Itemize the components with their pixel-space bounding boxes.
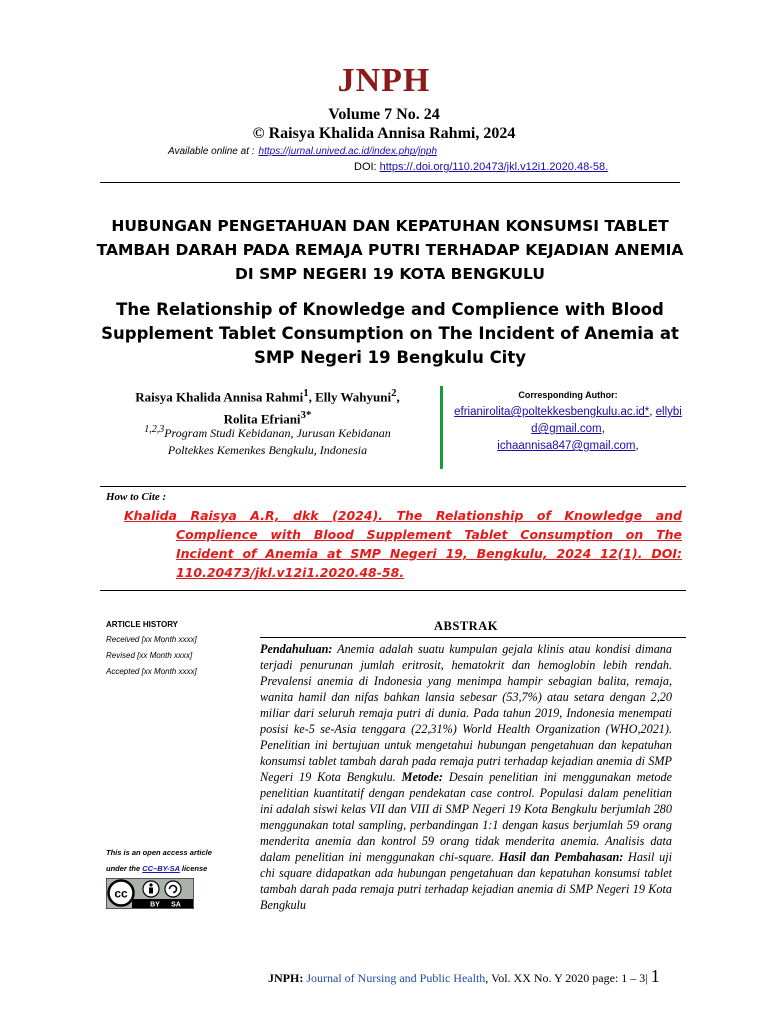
corresponding-emails: efrianirolita@poltekkesbengkulu.ac.id*, ellybid@gmail.com, ichaannisa847@gmail.com, [454,406,682,452]
copyright-line: © Raisya Khalida Annisa Rahmi, 2024 [252,125,516,142]
footer-prefix: JNPH: [268,971,304,985]
footer-details: , Vol. XX No. Y 2020 page: 1 – 3| [485,971,648,985]
author-list: Raisya Khalida Annisa Rahmi$^1$, Elly Wahyuni$^2$, Rolita Efriani$^{3*}$ [135,387,400,427]
abstract-results-text: Hasil uji chi square didapatkan ada hubungan pengetahuan dan kepatuhan konsumsi tablet tambah darah pada remaja putri terhadap kejadian anemia di SMP Negeri 19 Kota Bengkulu [260,850,672,912]
page-footer [268,966,660,987]
citation-text[interactable]: Khalida Raisya A.R, dkk (2024). The Relationship of Knowledge and Complience with Blood Supplement Tablet Consumption on The Incident of Anemia at SMP Negeri 19, Bengkulu, 2024 12(1). DOI: 110.20473/jkl.v12i1.2020.48-58. [124,508,682,580]
author-divider [440,386,443,469]
footer-journal-name: Journal of Nursing and Public Health [306,971,486,985]
by-icon-text: BY [150,901,160,909]
volume-line: Volume 7 No. 24 [328,106,440,123]
header-divider [100,182,680,183]
author-1-sup: 1 [303,387,309,399]
email-link-1[interactable]: efrianirolita@poltekkesbengkulu.ac.id* [454,406,650,418]
abstract-heading: ABSTRAK [434,619,498,633]
affiliation-line-1: Program Studi Kebidanan, Jurusan Kebidanan [164,426,391,440]
history-accepted: Accepted [xx Month xxxx] [106,667,197,676]
open-access-line-1: This is an open access article [106,848,212,857]
page-number: 1 [650,966,660,986]
citation-top-divider [100,486,686,487]
cc-icon-text: cc [114,886,128,901]
history-received: Received [xx Month xxxx] [106,635,197,644]
abstract-body [260,641,672,923]
history-revised: Revised [xx Month xxxx] [106,651,193,660]
journal-url-link[interactable]: https://jurnal.unived.ac.id/index.php/jnph [258,146,437,157]
available-label: Available online at : [168,146,255,157]
citation-bottom-divider [100,590,686,591]
affiliation-line-2: Poltekkes Kemenkes Bengkulu, Indonesia [167,443,368,457]
affiliation [100,421,435,459]
available-online [168,146,437,157]
author-3-sup: 3* [300,409,312,422]
email-link-3[interactable]: ichaannisa847@gmail.com [497,440,636,452]
affiliation-sup: 1,2,3 [144,424,165,435]
license-link[interactable]: CC–BY-SA [142,864,180,873]
abstract-intro-heading: Pendahuluan: [260,642,333,656]
author-2-sup: 2 [391,387,397,399]
doi-link[interactable]: https://.doi.org/110.20473/jkl.v12i1.2020.48-58. [379,161,609,173]
doi-line [354,161,608,173]
author-3: Rolita Efriani [223,411,301,427]
abstract-method-text: Desain penelitian ini menggunakan metode penelitian kuantitatif dengan pendekatan case control. Populasi dalam penelitian ini adalah siswi kelas VII dan VIII di SMP Negeri 19 Kota Bengkulu berjumlah 280 menggunakan total sampling, perbandingan 1:1 dengan kasus berjumlah 59 orang menderita anemia dan kontrol 59 orang tidak menderita anemia. Analisis data dalam penelitian ini menggunakan chi-square. [260,770,672,864]
author-2: Elly Wahyuni [315,389,392,405]
doi-label: DOI: [354,161,377,173]
cc-by-sa-badge-icon[interactable] [106,878,194,909]
abstract-intro-text: Anemia adalah suatu kumpulan gejala klinis atau kondisi dimana terjadi penurunan jumlah eritrosit, hematokrit dan hemoglobin lebih rendah. Prevalensi anemia di Indonesia yang menimpa hampir sebagian balita, remaja, wanita hamil dan nifas bahkan lansia sebesar (53,7%) atau setara dengan 2,20 miliar dari seluruh remaja putri di dunia. Pada tahun 2019, Indonesia menempati posisi ke-5 se-Asia tenggara (22,31%) World Health Organization (WHO,2021). Penelitian ini bertujuan untuk mengetahui hubungan pengetahuan dan kepatuhan konsumsi tablet tambah darah pada remaja putri terhadap kejadian anemia di SMP Negeri 19 Kota Bengkulu. [260,642,672,784]
journal-title: JNPH [337,62,431,99]
article-history-title: ARTICLE HISTORY [106,620,179,629]
abstract-divider [260,637,686,638]
how-to-cite-label: How to Cite : [106,491,167,503]
abstract-results-heading: Hasil dan Pembahasan: [498,850,624,864]
title-indonesian: HUBUNGAN PENGETAHUAN DAN KEPATUHAN KONSUMSI TABLET TAMBAH DARAH PADA REMAJA PUTRI TERHADAP KEJADIAN ANEMIA DI SMP NEGERI 19 KOTA BENGKULU [96,217,684,283]
corresponding-author-label: Corresponding Author: [518,390,618,400]
open-access-line-2 [106,864,207,873]
author-1: Raisya Khalida Annisa Rahmi [135,389,304,405]
title-english: The Relationship of Knowledge and Complience with Blood Supplement Tablet Consumption on The Incident of Anemia at SMP Negeri 19 Bengkulu City [101,300,679,367]
license-suffix: license [181,864,208,873]
sa-icon-text: SA [171,901,181,909]
email-link-2[interactable]: ellybid@gmail.com [531,406,682,435]
license-prefix: under the [106,864,141,873]
abstract-method-heading: Metode: [401,770,443,784]
